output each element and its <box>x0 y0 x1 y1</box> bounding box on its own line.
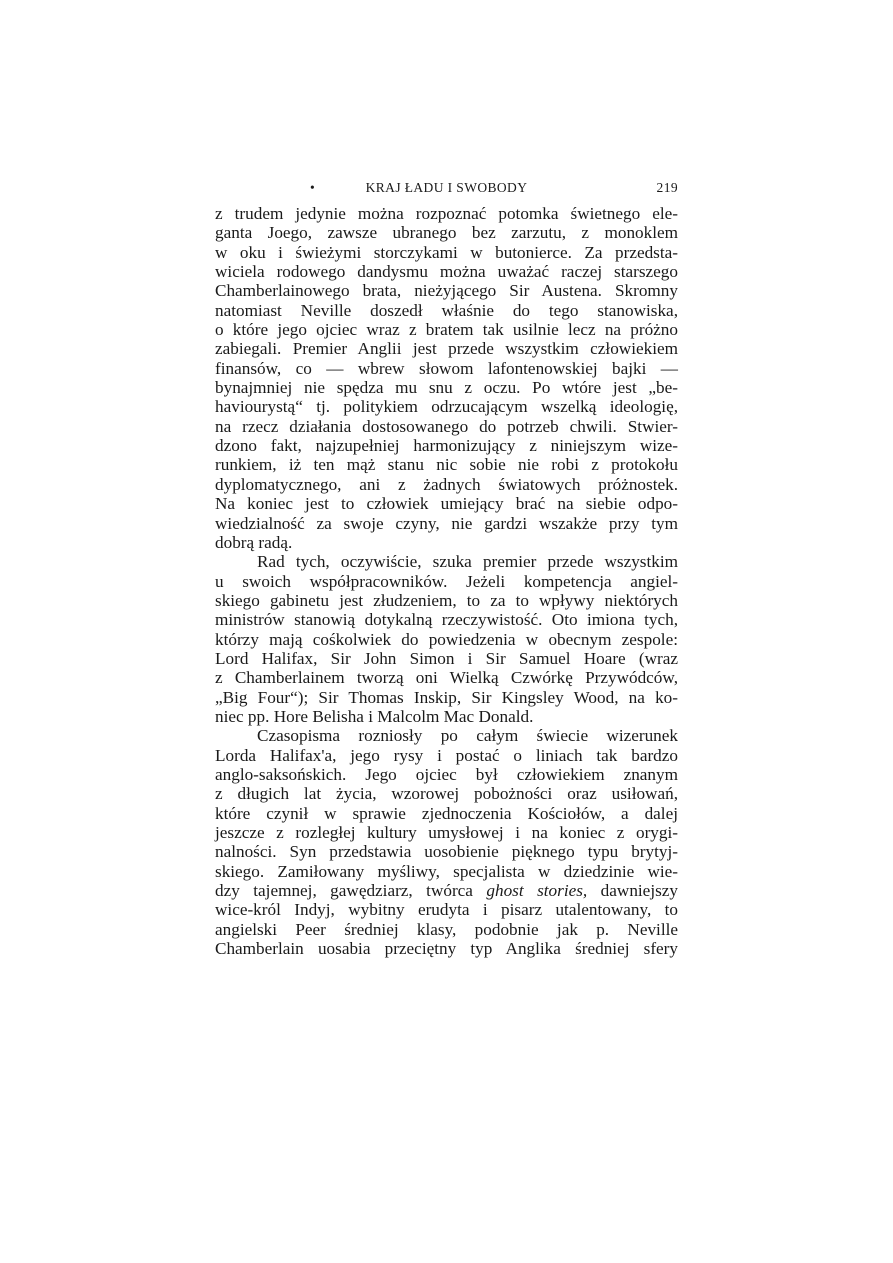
text-line: Na koniec jest to człowiek umiejący brać na siebie odpo- <box>215 494 678 514</box>
header-bullet: • <box>310 180 316 195</box>
text-line: jeszcze z rozległej kultury umysłowej i na koniec z orygi- <box>215 823 678 842</box>
text-line: na rzecz działania dostosowanego do potrzeb chwili. Stwier- <box>215 416 678 436</box>
paragraph <box>215 726 678 958</box>
text-line: Chamberlain uosabia przeciętny typ Anglika średniej sfery <box>215 939 678 959</box>
text-line: z długich lat życia, wzorowej pobożności oraz usiłowań, <box>215 784 678 804</box>
text-line: anglo-saksońskich. Jego ojciec był człowiekiem znanym <box>215 764 678 784</box>
text-line: wiedzialność za swoje czyny, nie gardzi wszakże przy tym <box>215 513 678 533</box>
text-line: Czasopisma rozniosły po całym świecie wizerunek <box>257 726 678 746</box>
page-number: 219 <box>656 180 678 195</box>
text-line: nalności. Syn przedstawia uosobienie pięknego typu brytyj- <box>215 842 678 862</box>
text-line: angielski Peer średniej klasy, podobnie jak p. Neville <box>215 919 678 939</box>
text-line <box>215 881 678 900</box>
text-segment: dawniejszy <box>587 881 679 901</box>
text-line: wiciela rodowego dandysmu można uważać raczej starszego <box>215 262 678 282</box>
text-line: ministrów stanowią dotykalną rzeczywistość. Oto imiona tych, <box>215 610 678 630</box>
body-text <box>215 204 678 958</box>
text-line: zabiegali. Premier Anglii jest przede wszystkim człowiekiem <box>215 339 678 359</box>
text-line: finansów, co — wbrew słowom lafontenowskiej bajki — <box>215 358 678 378</box>
text-line: u swoich współpracowników. Jeżeli kompetencja angiel- <box>215 571 678 591</box>
text-line: bynajmniej nie spędza mu snu z oczu. Po wtóre jest „be- <box>215 378 678 398</box>
text-line: skiego gabinetu jest złudzeniem, to za to wpływy niektórych <box>215 590 678 610</box>
text-line: Rad tych, oczywiście, szuka premier przede wszystkim <box>257 552 678 572</box>
text-line: skiego. Zamiłowany myśliwy, specjalista w dziedzinie wie- <box>215 861 678 881</box>
text-line: dobrą radą. <box>215 532 293 552</box>
paragraph <box>215 552 678 726</box>
text-line: runkiem, iż ten mąż stanu nic sobie nie robi z protokołu <box>215 455 678 475</box>
text-line: niec pp. Hore Belisha i Malcolm Mac Donald. <box>215 706 534 726</box>
text-line: dzono fakt, najzupełniej harmonizujący z niniejszym wize- <box>215 436 678 456</box>
text-line: z trudem jedynie można rozpoznać potomka świetnego ele- <box>215 204 678 223</box>
text-line: o które jego ojciec wraz z bratem tak usilnie lecz na próżno <box>215 320 678 340</box>
text-line: Chamberlainowego brata, nieżyjącego Sir Austena. Skromny <box>215 281 678 301</box>
text-line: w oku i świeżymi storczykami w butonierce. Za przedsta- <box>215 242 678 262</box>
text-segment: dzy tajemnej, gawędziarz, twórca <box>215 881 487 901</box>
text-line: które czynił w sprawie zjednoczenia Kościołów, a dalej <box>215 803 678 823</box>
text-line: ganta Joego, zawsze ubranego bez zarzutu, z monoklem <box>215 223 678 243</box>
running-title: KRAJ ŁADU I SWOBODY <box>365 180 528 195</box>
text-line: natomiast Neville doszedł właśnie do tego stanowiska, <box>215 300 678 320</box>
text-line: dyplomatycznego, ani z żadnych światowych próżnostek. <box>215 474 678 494</box>
text-line: „Big Four“); Sir Thomas Inskip, Sir Kingsley Wood, na ko- <box>215 687 678 707</box>
text-line: Lorda Halifax'a, jego rysy i postać o liniach tak bardzo <box>215 745 678 765</box>
text-line: wice-król Indyj, wybitny erudyta i pisarz utalentowany, to <box>215 900 678 920</box>
text-line: haviourystą“ tj. politykiem odrzucającym wszelką ideologię, <box>215 397 678 417</box>
italic-phrase: ghost stories, <box>486 881 588 901</box>
text-line: z Chamberlainem tworzą oni Wielką Czwórkę Przywódców, <box>215 668 678 688</box>
text-line: którzy mają cośkolwiek do powiedzenia w obecnym zespole: <box>215 629 678 649</box>
paragraph <box>215 204 678 552</box>
running-header <box>215 180 678 200</box>
text-line: Lord Halifax, Sir John Simon i Sir Samuel Hoare (wraz <box>215 648 678 668</box>
